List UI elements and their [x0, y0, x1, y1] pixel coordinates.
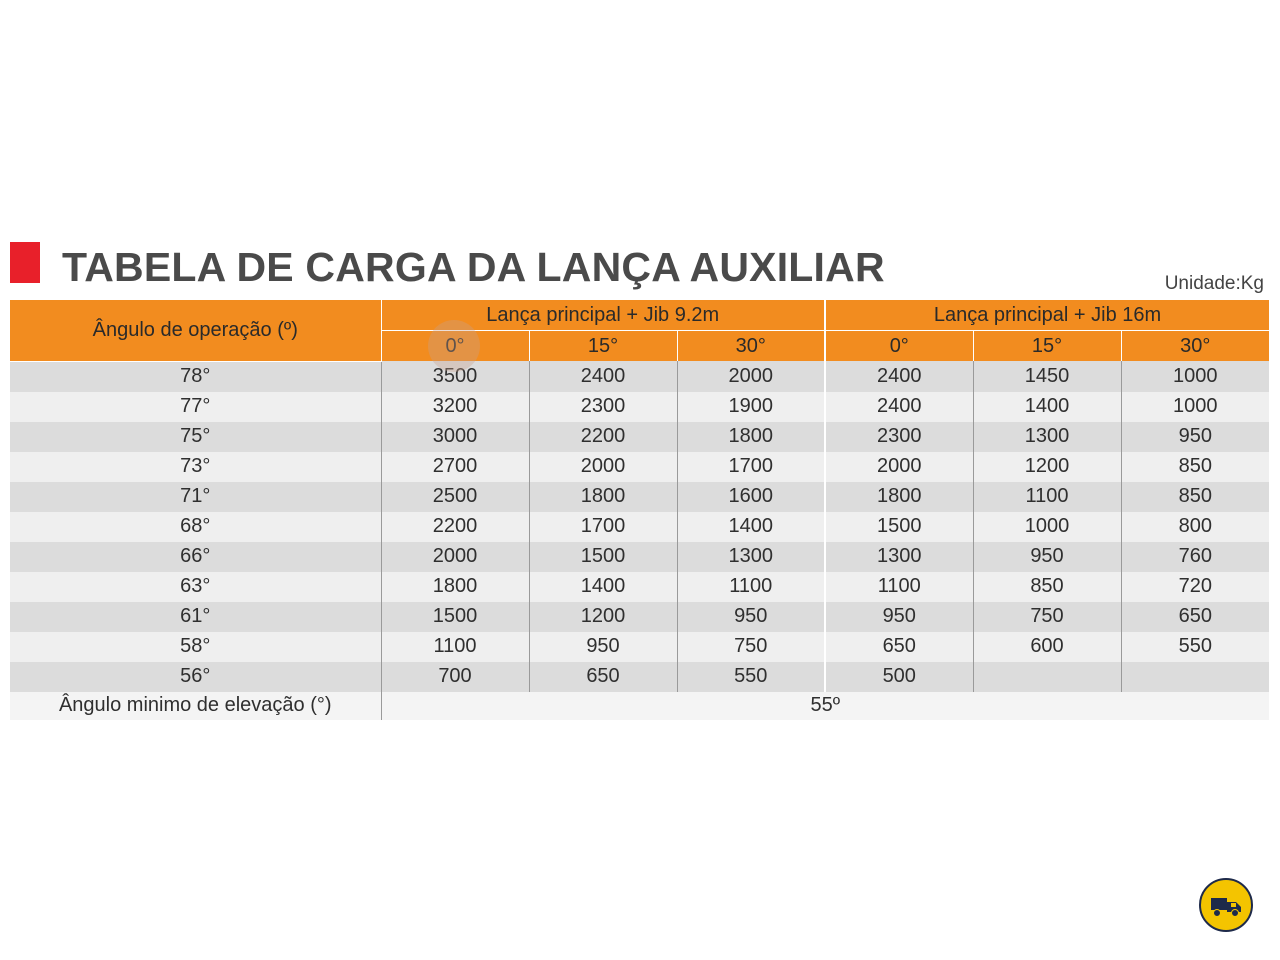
load-cell: 2200 — [529, 422, 677, 452]
footer-value: 55º — [381, 692, 1269, 720]
load-cell: 720 — [1121, 572, 1269, 602]
load-cell: 650 — [1121, 602, 1269, 632]
table-row — [10, 512, 1269, 542]
load-cell: 1900 — [677, 392, 825, 422]
load-cell: 1400 — [529, 572, 677, 602]
angle-cell: 58° — [10, 632, 381, 662]
load-cell: 1800 — [381, 572, 529, 602]
table-row — [10, 422, 1269, 452]
table-body — [10, 361, 1269, 692]
load-cell: 1200 — [973, 452, 1121, 482]
load-cell: 1500 — [529, 542, 677, 572]
angle-cell: 75° — [10, 422, 381, 452]
load-cell — [1121, 662, 1269, 692]
angle-cell: 78° — [10, 361, 381, 392]
load-cell: 2300 — [825, 422, 973, 452]
load-cell: 850 — [1121, 482, 1269, 512]
load-cell: 1300 — [677, 542, 825, 572]
group-header-jib-16m: Lança principal + Jib 16m — [825, 300, 1269, 331]
angle-cell: 77° — [10, 392, 381, 422]
truck-logo-icon[interactable] — [1199, 878, 1253, 932]
page-title: TABELA DE CARGA DA LANÇA AUXILIAR — [62, 244, 885, 290]
truck-watermark-icon — [428, 320, 480, 372]
load-cell: 600 — [973, 632, 1121, 662]
load-cell: 1450 — [973, 361, 1121, 392]
angle-cell: 71° — [10, 482, 381, 512]
load-cell: 1800 — [677, 422, 825, 452]
load-cell: 1800 — [825, 482, 973, 512]
load-cell: 1000 — [973, 512, 1121, 542]
load-cell: 2300 — [529, 392, 677, 422]
load-cell: 700 — [381, 662, 529, 692]
load-cell: 1800 — [529, 482, 677, 512]
load-cell: 1100 — [381, 632, 529, 662]
load-table-container — [10, 300, 1269, 720]
load-cell: 2200 — [381, 512, 529, 542]
load-cell: 800 — [1121, 512, 1269, 542]
sub-header: 0° — [825, 331, 973, 362]
load-cell: 3000 — [381, 422, 529, 452]
load-cell: 850 — [973, 572, 1121, 602]
load-cell: 950 — [1121, 422, 1269, 452]
table-row — [10, 632, 1269, 662]
load-cell: 650 — [825, 632, 973, 662]
load-cell: 1300 — [825, 542, 973, 572]
load-cell: 2000 — [825, 452, 973, 482]
angle-cell: 66° — [10, 542, 381, 572]
load-cell: 1700 — [677, 452, 825, 482]
sub-header: 30° — [677, 331, 825, 362]
load-cell: 1500 — [381, 602, 529, 632]
title-marker — [10, 242, 40, 283]
angle-cell: 68° — [10, 512, 381, 542]
load-cell: 950 — [677, 602, 825, 632]
load-cell: 2000 — [677, 361, 825, 392]
load-cell: 1700 — [529, 512, 677, 542]
load-cell: 850 — [1121, 452, 1269, 482]
angle-cell: 56° — [10, 662, 381, 692]
load-cell: 1400 — [973, 392, 1121, 422]
load-cell: 2400 — [529, 361, 677, 392]
sub-header: 15° — [529, 331, 677, 362]
load-cell: 1100 — [677, 572, 825, 602]
load-table — [10, 300, 1269, 720]
load-cell: 1100 — [825, 572, 973, 602]
load-cell: 550 — [677, 662, 825, 692]
angle-cell: 73° — [10, 452, 381, 482]
angle-cell: 63° — [10, 572, 381, 602]
load-cell: 500 — [825, 662, 973, 692]
table-row — [10, 392, 1269, 422]
footer-row — [10, 692, 1269, 720]
load-cell: 1000 — [1121, 361, 1269, 392]
table-row — [10, 662, 1269, 692]
load-cell: 650 — [529, 662, 677, 692]
load-cell: 1300 — [973, 422, 1121, 452]
load-cell: 3500 — [381, 361, 529, 392]
unit-label: Unidade:Kg — [1164, 273, 1264, 294]
group-header-jib-9-2m: Lança principal + Jib 9.2m — [381, 300, 825, 331]
load-cell: 550 — [1121, 632, 1269, 662]
load-cell: 2500 — [381, 482, 529, 512]
sub-header: 0° — [381, 331, 529, 362]
load-cell: 2000 — [529, 452, 677, 482]
load-cell — [973, 662, 1121, 692]
load-cell: 950 — [825, 602, 973, 632]
load-cell: 2400 — [825, 392, 973, 422]
table-row — [10, 602, 1269, 632]
load-cell: 1400 — [677, 512, 825, 542]
table-row — [10, 452, 1269, 482]
load-cell: 950 — [529, 632, 677, 662]
load-cell: 1200 — [529, 602, 677, 632]
sub-header: 15° — [973, 331, 1121, 362]
sub-header: 30° — [1121, 331, 1269, 362]
load-cell: 1000 — [1121, 392, 1269, 422]
footer-label: Ângulo minimo de elevação (°) — [10, 692, 381, 720]
load-cell: 950 — [973, 542, 1121, 572]
load-cell: 3200 — [381, 392, 529, 422]
angle-cell: 61° — [10, 602, 381, 632]
table-row — [10, 542, 1269, 572]
table-row — [10, 572, 1269, 602]
load-cell: 2400 — [825, 361, 973, 392]
load-cell: 2000 — [381, 542, 529, 572]
table-row — [10, 482, 1269, 512]
load-cell: 1600 — [677, 482, 825, 512]
table-row — [10, 361, 1269, 392]
load-cell: 750 — [973, 602, 1121, 632]
load-cell: 2700 — [381, 452, 529, 482]
load-cell: 1100 — [973, 482, 1121, 512]
load-cell: 1500 — [825, 512, 973, 542]
load-cell: 760 — [1121, 542, 1269, 572]
angle-header: Ângulo de operação (º) — [10, 300, 381, 361]
load-cell: 750 — [677, 632, 825, 662]
